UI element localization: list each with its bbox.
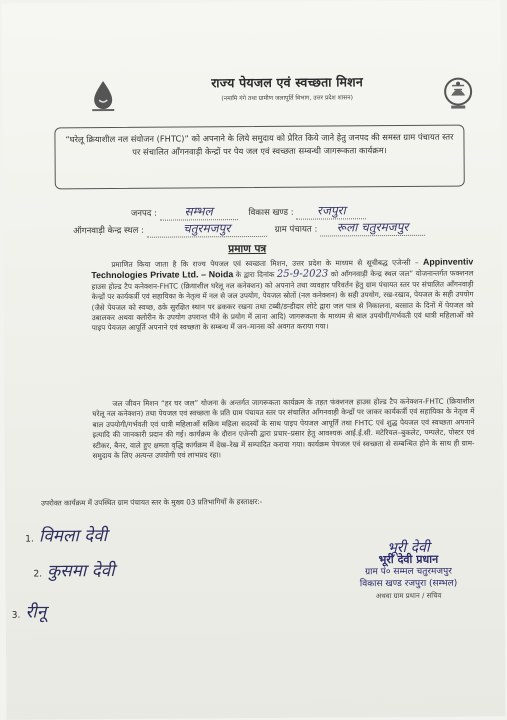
signature-number: 2.: [33, 569, 43, 580]
para1-intro: प्रमाणित किया जाता है कि राज्य पेयजल एवं स्वच्छता मिशन, उत्तर प्रदेश के माध्यम से सूचीबद्ध एजेन्सी –: [111, 257, 419, 269]
block-label: विकास खण्ड :: [248, 207, 294, 219]
panchayat-value: रूला चतुरमजपुर: [320, 218, 425, 237]
district-value: सम्भल: [160, 202, 238, 221]
state-emblem-icon: [442, 75, 474, 111]
para1-site-label: को आँगनवाड़ी केन्द्र स्थल: [330, 269, 397, 279]
anganwadi-label: ऑगनवाड़ी केन्द्र स्थल :: [73, 225, 144, 237]
event-date: 25-9-2023: [276, 268, 329, 281]
stamp-line-1: ग्राम पं० सम्मल चतुरमजपुर: [365, 566, 452, 578]
para1-body: जल” योजनान्तर्गत फक्शनल हाउस होल्ड टैप कनेक्शन-FHTC (क्रियाशील घरेलू नल कनेक्शन) को अपनाने तथा व्यवहार परिवर्तन हेतु ग्राम पंचायत स्तर पर संचालित आँगनवाड़ी केन्द्रों पर कार्यकर्त्री एवं सहायिका के नेतृत्व में नल से जल उपयोग, पेयजल स्रोतों (नल कनेक्शन) के सही उपयोग, रख-रखाव, पेयजल के सही उपयोग (जैसे पेयजल को स्वच्छ, ढके सुरक्षित स्थान पर ढककर रखना तथा टब्बी/डन्डीदार लोटे द्वारा जल पात्र से निकालना, बरसात के दिनों में पेयजल को उबालकर अथवा क्लोरीन के उपयोग उपरान्त पीने के प्रयोग में लाना आदि) जागरूकता के माध्यम से बाल उपयोगी/गर्भवती एवं धात्री महिलाओं को पाइप पेयजल आपूर्ति अपनाने एवं स्वच्छता के सम्बन्ध में जन–मानस को अवगत कराया गया।: [91, 268, 474, 333]
certificate-title: प्रमाण पत्र: [228, 242, 267, 256]
stamp-title: भूरी देवी प्रधान: [378, 552, 439, 567]
para1-date-label: के द्वारा दिनांक: [235, 270, 275, 280]
signature-number: 1.: [25, 534, 34, 545]
certificate-paragraph-2: जल जीवन मिशन “हर घर जल” योजना के अन्तर्गत जागरूकता कार्यक्रम के तहत फंक्शनल हाउस होल्ड टैप कनेक्शन-FHTC (क्रियाशील घरेलू नल कनेक्शन) तथा पेयजल एवं स्वच्छता के प्रति ग्राम पंचायत स्तर पर संचालित आँगनवाड़ी केन्द्रों पर जाकर कार्यकर्त्री एवं सहायिका के नेतृत्व में बाल उपयोगी/गर्भवती एवं धात्री महिलाओं सक्रिय महिला सदस्यों के साथ पाइप पेयजल आपूर्ति तथा FHTC एवं शुद्ध पेयजल एवं स्वच्छता अपनाने इत्यादि की जानकारी प्रदान की गई। कार्यक्रम के दौरान एजेन्सी द्वारा प्रचार–प्रसार हेतु आवश्यक आई.ई.सी. मटेरियल–बुकलेट, पम्पलेट, पोस्टर एवं स्टीकर, बैनर, वाले हुए क्षमता वृद्धि कार्यक्रम में देख–रेख में सम्पादित कराया गया। कार्यक्रम पेयजल एवं स्वच्छता से सम्बन्धित होने के साथ ही ग्राम-समुदाय के लिए अत्यन्त उपयोगी एवं लाभप्रद रहा।: [92, 396, 475, 461]
signature-row-2: [33, 558, 114, 582]
header-title: राज्य पेयजल एवं स्वच्छता मिशन: [211, 74, 364, 91]
pradhan-signature: भूरी देवी: [387, 539, 430, 557]
signature-row-1: [25, 523, 107, 547]
anganwadi-panchayat-row: [73, 218, 425, 238]
document-page: [2, 0, 506, 719]
jal-mission-logo: [88, 78, 118, 114]
pradhan-stamp: [323, 541, 494, 620]
header-subtitle: (नमामि गंगे तथा ग्रामीण जलापूर्ति विभाग, उत्तर प्रदेश शासन): [221, 94, 353, 103]
signature-3: रीनू: [25, 602, 47, 623]
panchayat-label: ग्राम पंचायत :: [274, 224, 318, 235]
district-label: जनपद :: [130, 208, 157, 219]
signature-number: 3.: [11, 610, 21, 621]
agency-name: Appinventiv Technologies Private Ltd. – Noida: [91, 256, 474, 281]
signature-1: विमला देवी: [38, 526, 108, 547]
block-value: रजपुरा: [296, 201, 366, 219]
stamp-footer: अथवा ग्राम प्रधान / सचिव: [375, 591, 442, 601]
certificate-paragraph-1: [91, 256, 474, 334]
program-description-box: “घरेलू क्रियाशील नल संयोजन (FHTC)” को अपनाने के लिये समुदाय को प्रेरित किये जाने हेतु जनपद की समस्त ग्राम पंचायत स्तर पर संचालित आँगनवाड़ी केन्द्रों पर पेय जल एवं स्वच्छता सम्बन्धी जागरूकता कार्यक्रम।: [54, 125, 464, 190]
signature-row-3: [12, 599, 47, 622]
signature-2: कुसमा देवी: [47, 560, 115, 582]
signatories-intro: उपरोक्त कार्यक्रम में उपस्थित ग्राम पंचायत स्तर के मुख्य 03 प्रतिभागियों के हस्ताक्षर:-: [40, 496, 263, 508]
anganwadi-value: चतुरमजपुर: [147, 219, 267, 238]
stamp-line-2: विकास खण्ड रजपुरा (सम्भल): [359, 578, 458, 590]
